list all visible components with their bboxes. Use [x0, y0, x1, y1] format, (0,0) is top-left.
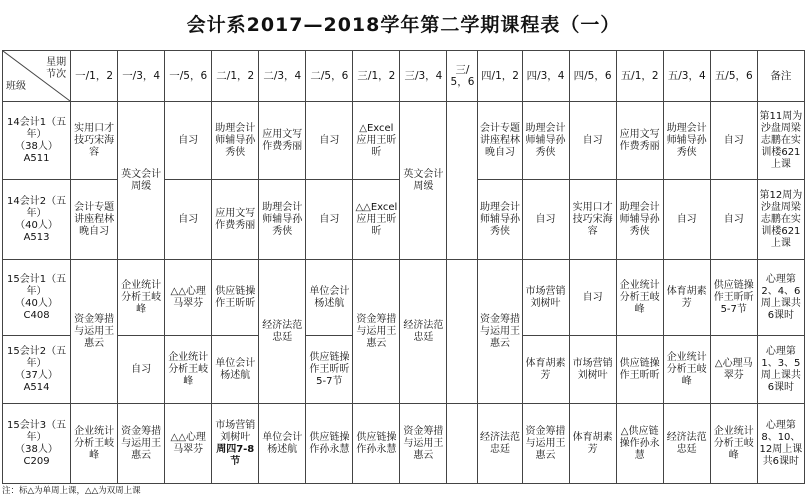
course-cell: 市场营销刘树叶: [569, 336, 616, 404]
empty-cell: [447, 404, 478, 484]
class-label: 14会计1（五年） （38人） A511: [3, 102, 71, 180]
course-cell: 自习: [306, 180, 353, 260]
course-cell: 自习: [663, 180, 710, 260]
course-cell: △△心理马翠芬: [165, 260, 212, 336]
course-cell: 资金筹措与运用王惠云: [400, 404, 447, 484]
course-cell: 企业统计分析王岐峰: [118, 260, 165, 336]
remark-cell: 第12周为沙盘周梁志鹏在实训楼621上课: [757, 180, 804, 260]
course-cell: 助理会计师辅导孙秀侠: [259, 180, 306, 260]
empty-cell: [447, 260, 478, 404]
course-cell: 应用文写作费秀丽: [259, 102, 306, 180]
course-cell: 会计专题讲座程林晚自习: [71, 180, 118, 260]
course-cell: 资金筹措与运用王惠云: [353, 260, 400, 404]
course-cell: 应用文写作费秀丽: [616, 102, 663, 180]
corner-bottom-left: 班级: [6, 81, 26, 92]
class-label: 15会计1（五年） （40人） C408: [3, 260, 71, 336]
course-cell: 单位会计杨述航: [212, 336, 259, 404]
course-cell: △△心理马翠芬: [165, 404, 212, 484]
course-cell: 供应链操作王昕昕: [616, 336, 663, 404]
course-cell: 经济法范忠廷: [400, 260, 447, 404]
course-cell: 自习: [306, 102, 353, 180]
course-cell: 应用文写作费秀丽: [212, 180, 259, 260]
class-label: 15会计2（五年） （37人） A514: [3, 336, 71, 404]
remark-cell: 第11周为沙盘周梁志鹏在实训楼621上课: [757, 102, 804, 180]
header-thu-12: 四/1，2: [478, 51, 522, 102]
course-cell: 自习: [710, 180, 757, 260]
course-cell: 助理会计师辅导孙秀侠: [616, 180, 663, 260]
remark-cell: 心理第8、10、12周上课共6课时: [757, 404, 804, 484]
course-cell: 自习: [522, 180, 569, 260]
course-cell: 经济法范忠廷: [478, 404, 522, 484]
course-cell: △△Excel应用王昕昕: [353, 180, 400, 260]
course-cell: 市场营销刘树叶: [522, 260, 569, 336]
course-cell: 助理会计师辅导孙秀侠: [478, 180, 522, 260]
header-tue-34: 二/3，4: [259, 51, 306, 102]
course-cell: 自习: [118, 336, 165, 404]
class-label: 14会计2（五年） （40人） A513: [3, 180, 71, 260]
footnote: 注：标△为单周上课，△△为双周上课: [2, 486, 141, 496]
course-cell: 企业统计分析王岐峰: [71, 404, 118, 484]
course-cell: 实用口才技巧宋海容: [569, 180, 616, 260]
class-row: [3, 404, 805, 484]
header-fri-56: 五/5，6: [710, 51, 757, 102]
course-cell: 资金筹措与运用王惠云: [118, 404, 165, 484]
course-cell: 单位会计杨述航: [306, 260, 353, 336]
course-cell: 自习: [165, 102, 212, 180]
course-cell: 供应链操作王昕昕5-7节: [710, 260, 757, 336]
course-cell: 企业统计分析王岐峰: [663, 336, 710, 404]
course-cell: 助理会计师辅导孙秀侠: [212, 102, 259, 180]
header-wed-56: 三/5，6: [447, 51, 478, 102]
course-cell: 体育胡素芳: [569, 404, 616, 484]
header-wed-34: 三/3，4: [400, 51, 447, 102]
class-row: [3, 102, 805, 180]
course-cell: 自习: [165, 180, 212, 260]
page-title: 会计系2017—2018学年第二学期课程表（一）: [186, 14, 621, 36]
header-row: [3, 51, 805, 102]
course-cell: 英文会计周缓: [400, 102, 447, 260]
header-fri-34: 五/3，4: [663, 51, 710, 102]
header-tue-56: 二/5，6: [306, 51, 353, 102]
corner-top-right: 星期 节次: [46, 57, 67, 80]
course-cell: 企业统计分析王岐峰: [710, 404, 757, 484]
course-cell: 助理会计师辅导孙秀侠: [522, 102, 569, 180]
course-cell: 自习: [569, 102, 616, 180]
course-cell: 自习: [710, 102, 757, 180]
course-cell: 单位会计杨述航: [259, 404, 306, 484]
course-cell: 供应链操作孙永慧: [353, 404, 400, 484]
course-cell: 会计专题讲座程林晚自习: [478, 102, 522, 180]
course-cell: 企业统计分析王岐峰: [616, 260, 663, 336]
course-cell: 资金筹措与运用王惠云: [522, 404, 569, 484]
course-cell: △心理马翠芬: [710, 336, 757, 404]
header-tue-12: 二/1，2: [212, 51, 259, 102]
course-cell: △Excel应用王昕昕: [353, 102, 400, 180]
course-cell: 经济法范忠廷: [663, 404, 710, 484]
empty-cell: [447, 102, 478, 260]
course-cell: 自习: [569, 260, 616, 336]
course-cell: 英文会计周缓: [118, 102, 165, 260]
header-remarks: 备注: [757, 51, 804, 102]
course-cell: 供应链操作王昕昕: [212, 260, 259, 336]
course-cell: 资金筹措与运用王惠云: [478, 260, 522, 404]
course-cell: 企业统计分析王岐峰: [165, 336, 212, 404]
class-row: [3, 260, 805, 336]
course-cell: 体育胡素芳: [522, 336, 569, 404]
timetable: [2, 50, 805, 484]
header-fri-12: 五/1，2: [616, 51, 663, 102]
course-cell: △供应链操作孙永慧: [616, 404, 663, 484]
course-cell: 资金筹措与运用王惠云: [71, 260, 118, 404]
header-mon-56: 一/5，6: [165, 51, 212, 102]
header-wed-12: 三/1，2: [353, 51, 400, 102]
remark-cell: 心理第1、3、5周上课共6课时: [757, 336, 804, 404]
corner-cell: [3, 51, 71, 102]
course-cell: 实用口才技巧宋海容: [71, 102, 118, 180]
header-thu-56: 四/5，6: [569, 51, 616, 102]
class-label: 15会计3（五年） （38人） C209: [3, 404, 71, 484]
course-cell: 市场营销刘树叶 周四7-8节: [212, 404, 259, 484]
header-mon-34: 一/3，4: [118, 51, 165, 102]
course-cell: 助理会计师辅导孙秀侠: [663, 102, 710, 180]
course-cell: 体育胡素芳: [663, 260, 710, 336]
header-mon-12: 一/1，2: [71, 51, 118, 102]
course-cell: 供应链操作孙永慧: [306, 404, 353, 484]
course-cell: 经济法范忠廷: [259, 260, 306, 404]
remark-cell: 心理第2、4、6周上课共6课时: [757, 260, 804, 336]
course-cell: 供应链操作王昕昕5-7节: [306, 336, 353, 404]
header-thu-34: 四/3，4: [522, 51, 569, 102]
